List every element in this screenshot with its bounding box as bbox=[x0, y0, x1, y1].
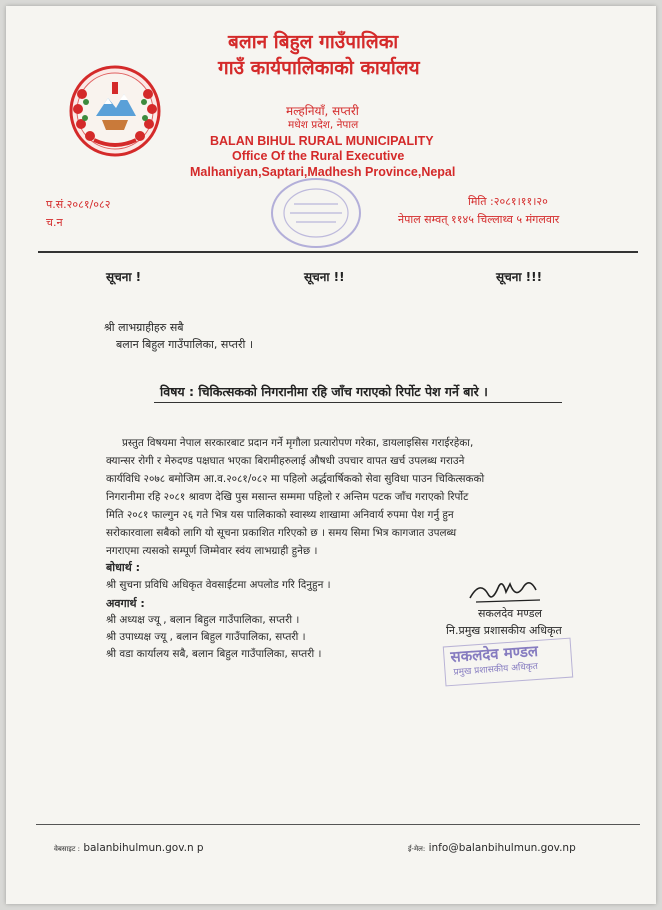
signature-icon bbox=[466, 574, 546, 608]
nepal-samvat-date: नेपाल सम्वत् ११४५ चिल्लाथ्व ५ मंगलवार bbox=[398, 213, 560, 226]
place-np: मल्हनियाँ, सप्तरी bbox=[286, 104, 359, 118]
awagarth-item: श्री अध्यक्ष ज्यू , बलान बिहुल गाउँपालिका, सप्तरी । bbox=[106, 614, 300, 626]
body-line-5: मिति २०८१ फाल्गुन २६ गते भित्र यस पालिकाको स्वास्थ्य शाखामा अनिवार्य रुपमा पेश गर्नु हुन bbox=[106, 509, 454, 521]
body-line-1: प्रस्तुत विषयमा नेपाल सरकारबाट प्रदान गर्ने मृगौला प्रत्यारोपण गरेका, डायलाइसिस गराईरहेका, bbox=[122, 437, 474, 449]
province-np: मधेश प्रदेश, नेपाल bbox=[288, 119, 359, 131]
name-stamp bbox=[443, 638, 573, 687]
signatory-name: सकलदेव मण्डल bbox=[478, 607, 542, 620]
office-name-np: गाउँ कार्यपालिकाको कार्यालय bbox=[218, 57, 420, 79]
body-line-3: कार्यविधि २०७८ बमोजिम आ.व.२०८१/०८२ मा पहिलो अर्द्धवार्षिकको सेवा सुविधा पाउन चिकित्सकको bbox=[106, 473, 485, 485]
notice-word-3: सूचना !!! bbox=[496, 270, 543, 284]
body-line-4: निगरानीमा रहि २०८१ श्रावण देखि पुस मसान्त सम्ममा पहिलो र अन्तिम पटक जाँच गराएको रिर्पोट bbox=[106, 491, 469, 503]
website-text: balanbihulmun.gov.n p bbox=[83, 842, 204, 854]
footer-email bbox=[408, 842, 576, 854]
body-line-7: नगराएमा त्यसको सम्पूर्ण जिम्मेवार स्वंय लाभग्राही हुनेछ । bbox=[106, 545, 318, 557]
email-text: info@balanbihulmun.gov.np bbox=[428, 842, 576, 854]
recipient-line-1: श्री लाभग्राहीहरु सबै bbox=[104, 321, 184, 334]
awagarth-heading: अवगार्थ : bbox=[106, 597, 145, 610]
notice-word-1: सूचना ! bbox=[106, 270, 142, 284]
name-stamp-line-2: प्रमुख प्रशासकीय अधिकृत bbox=[453, 661, 539, 678]
website-label: वेबसाइट : bbox=[54, 845, 80, 853]
recipient-line-2: बलान बिहुल गाउँपालिका, सप्तरी । bbox=[116, 338, 253, 351]
bodharth-heading: बोधार्थ : bbox=[106, 561, 141, 574]
signatory-designation: नि.प्रमुख प्रशासकीय अधिकृत bbox=[446, 624, 562, 637]
nepal-emblem-icon bbox=[68, 64, 162, 158]
office-name-en: Office Of the Rural Executive bbox=[232, 149, 405, 163]
dispatch-number: च.न bbox=[46, 216, 63, 229]
body-line-2: क्यान्सर रोगी र मेरुदण्ड पक्षघात भएका बिरामीहरुलाई औषधी उपचार वापत खर्च उपलब्ध गराउने bbox=[106, 455, 465, 467]
letter-number: प.सं.२०८१/०८२ bbox=[46, 198, 111, 211]
footer-website bbox=[54, 842, 204, 854]
letter-date: मिति :२०८१।११।२० bbox=[468, 195, 548, 208]
bodharth-item: श्री सुचना प्रविधि अधिकृत वेवसाईटमा अपलोड गरि दिनुहुन । bbox=[106, 579, 331, 591]
municipality-name-np: बलान बिहुल गाउँपालिका bbox=[228, 31, 399, 53]
name-stamp-line-1: सकलदेव मण्डल bbox=[449, 641, 539, 666]
email-label: ई-मेल: bbox=[408, 845, 426, 853]
body-line-6: सरोकारवाला सबैको लागि यो सूचना प्रकाशित गरिएको छ । समय सिमा भित्र कागजात उपलब्ध bbox=[106, 527, 457, 539]
awagarth-item: श्री वडा कार्यालय सबै, बलान बिहुल गाउँपालिका, सप्तरी । bbox=[106, 648, 322, 660]
dispatch-stamp-icon bbox=[268, 174, 364, 252]
awagarth-item: श्री उपाध्यक्ष ज्यू , बलान बिहुल गाउँपालिका, सप्तरी । bbox=[106, 631, 306, 643]
address-en: Malhaniyan,Saptari,Madhesh Province,Nepal bbox=[190, 165, 456, 179]
municipality-name-en: BALAN BIHUL RURAL MUNICIPALITY bbox=[210, 134, 434, 148]
footer-divider bbox=[36, 824, 640, 825]
letter-page bbox=[6, 6, 656, 904]
header-divider bbox=[38, 251, 638, 253]
notice-word-2: सूचना !! bbox=[304, 270, 345, 284]
subject-line: विषय : चिकित्सकको निगरानीमा रहि जाँच गराएको रिर्पोट पेश गर्ने बारे । bbox=[160, 384, 488, 399]
